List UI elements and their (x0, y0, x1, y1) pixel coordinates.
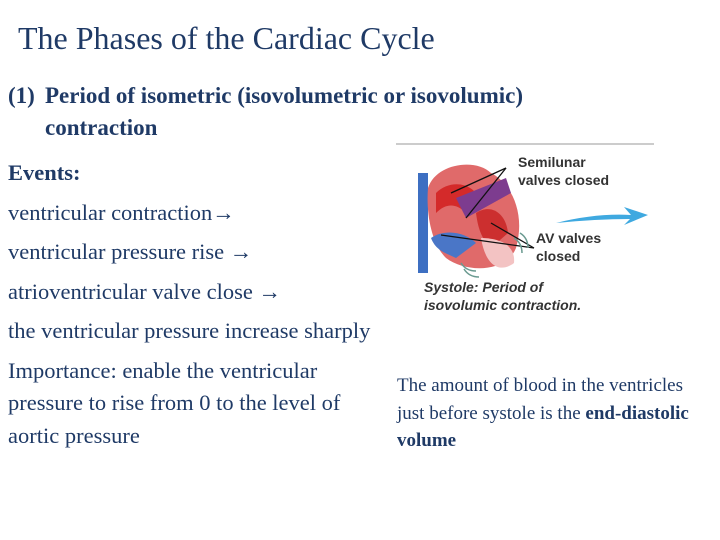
event-item: the ventricular pressure increase sharply (8, 318, 371, 343)
body-text (8, 157, 378, 459)
label-semilunar-2: valves closed (518, 172, 610, 188)
heading-line-1: Period of isometric (isovolumetric or isovolumic) (45, 83, 523, 108)
event-item: ventricular pressure rise → (8, 239, 253, 264)
event-item: ventricular contraction→ (8, 199, 235, 225)
importance-text: Importance: enable the ventricular pressure to rise from 0 to the level of aortic pressure (8, 357, 341, 448)
section-heading (8, 80, 523, 144)
caption-text: The amount of blood in the ventricles just before systole is the (397, 375, 683, 424)
figure-caption-2: isovolumic contraction. (424, 297, 582, 313)
label-av-1: AV valves (536, 230, 602, 246)
edv-caption (397, 372, 707, 455)
arrow-icon (556, 207, 648, 225)
slide-title: The Phases of the Cardiac Cycle (18, 20, 435, 56)
heart-systole-figure (396, 143, 654, 323)
heading-number: (1) (8, 83, 35, 108)
label-semilunar-1: Semilunar (518, 154, 586, 170)
figure-caption-1: Systole: Period of (424, 279, 544, 295)
heart-illustration (418, 165, 534, 277)
caption-bold-term: end-diastolic volume (397, 402, 689, 451)
events-label: Events: (8, 160, 81, 185)
event-item: atrioventricular valve close → (8, 278, 282, 304)
heading-line-2: contraction (45, 115, 158, 140)
label-av-2: closed (536, 248, 581, 264)
